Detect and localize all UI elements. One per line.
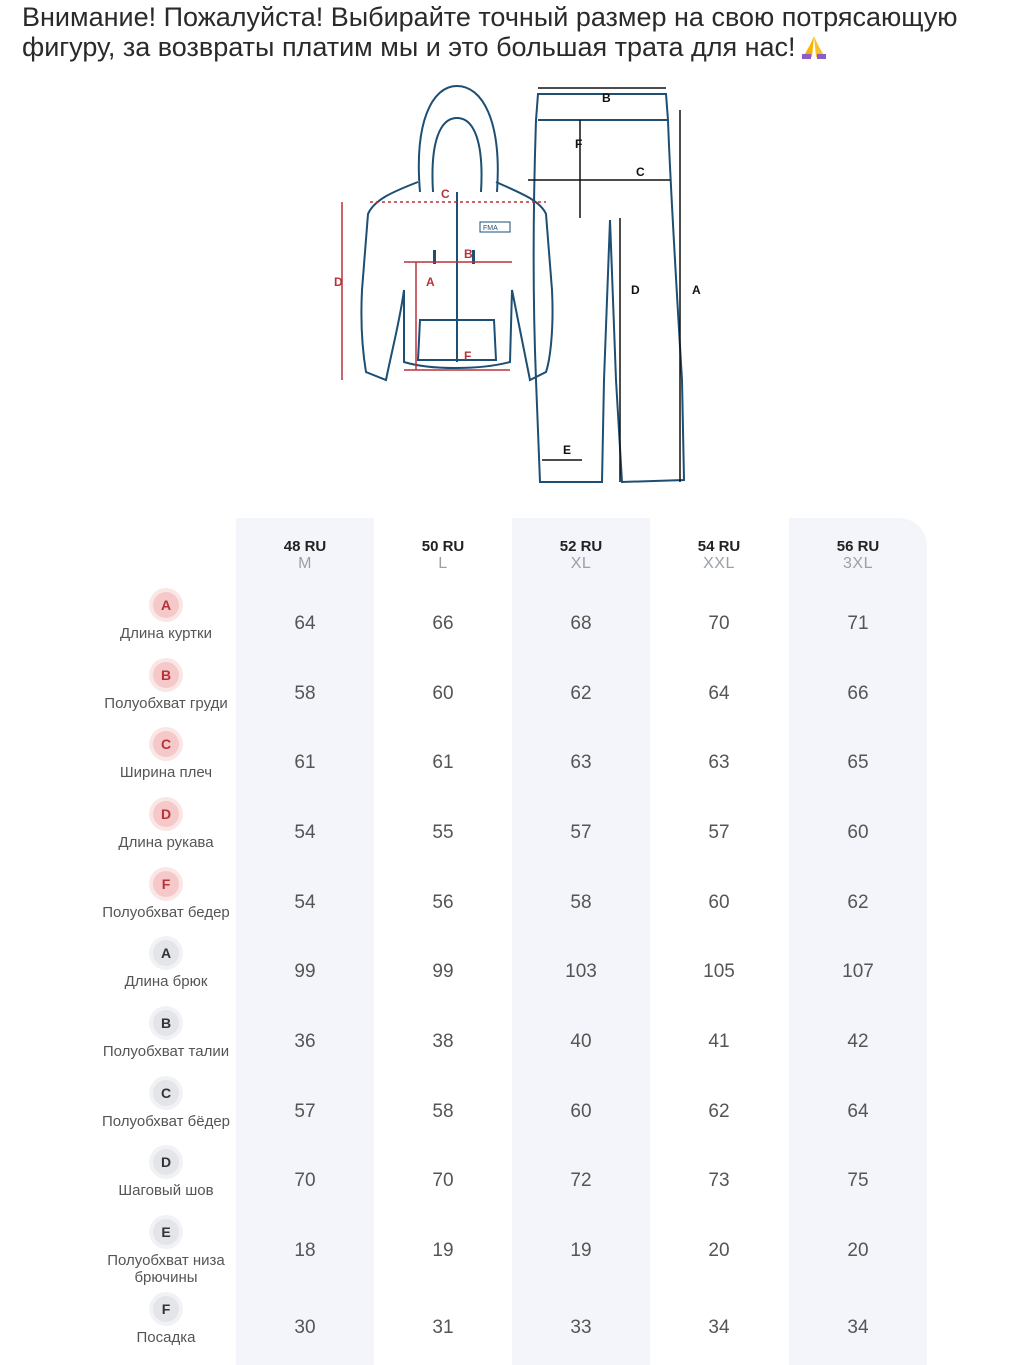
table-cell: 42 [847, 1031, 869, 1052]
table-cell: 61 [294, 752, 316, 773]
table-cell: 70 [294, 1170, 316, 1191]
table-cell: 55 [432, 822, 454, 843]
jacket-measure-label: A [426, 275, 435, 289]
table-cell: 57 [294, 1101, 316, 1122]
size-intl: L [438, 555, 448, 572]
measure-name: Длина рукава [118, 834, 214, 851]
size-ru: 52 RU [559, 538, 603, 555]
row-label [100, 940, 232, 990]
table-cell: 62 [708, 1101, 730, 1122]
jacket-logo-text: FMA [483, 225, 498, 232]
measure-letter-badge: C [153, 731, 179, 757]
measure-name: Полуобхват низа брючины [107, 1252, 225, 1286]
table-cell: 58 [570, 892, 592, 913]
table-cell: 99 [432, 961, 454, 982]
table-cell: 61 [432, 752, 454, 773]
table-cell: 60 [570, 1101, 592, 1122]
pray-hands-icon [799, 33, 829, 59]
size-ru: 56 RU [836, 538, 880, 555]
notice-text [22, 2, 1012, 62]
pants-measure-label: F [575, 137, 583, 151]
tracksuit-diagram-svg [320, 80, 720, 490]
row-label [100, 871, 232, 921]
table-cell: 75 [847, 1170, 869, 1191]
pants-measure-label: D [631, 283, 640, 297]
table-cell: 71 [847, 613, 869, 634]
size-intl: XXL [703, 555, 735, 572]
table-cell: 38 [432, 1031, 454, 1052]
size-ru: 54 RU [697, 538, 741, 555]
jacket-measure-label: B [464, 247, 473, 261]
measure-name: Посадка [136, 1329, 196, 1346]
size-column-header [650, 538, 788, 572]
measure-letter-badge: B [153, 662, 179, 688]
table-cell: 70 [432, 1170, 454, 1191]
measure-name: Ширина плеч [119, 764, 213, 781]
table-cell: 19 [570, 1240, 592, 1261]
size-intl: XL [570, 555, 592, 572]
table-cell: 66 [847, 683, 869, 704]
table-cell: 40 [570, 1031, 592, 1052]
measure-letter-badge: B [153, 1010, 179, 1036]
table-cell: 63 [708, 752, 730, 773]
table-cell: 57 [570, 822, 592, 843]
table-cell: 60 [708, 892, 730, 913]
table-cell: 65 [847, 752, 869, 773]
table-cell: 30 [294, 1317, 316, 1338]
size-ru: 50 RU [421, 538, 465, 555]
size-intl: 3XL [843, 555, 873, 572]
table-cell: 62 [570, 683, 592, 704]
measure-name: Длина брюк [124, 973, 208, 990]
pants-measure-label: C [636, 165, 645, 179]
table-cell: 64 [294, 613, 316, 634]
garment-diagram [320, 80, 720, 490]
pants-measure-label: B [602, 91, 611, 105]
table-cell: 34 [847, 1317, 869, 1338]
column-shade-48 [236, 518, 374, 1365]
pants-measure-label: E [563, 443, 572, 457]
table-cell: 66 [432, 613, 454, 634]
table-cell: 64 [708, 683, 730, 704]
table-cell: 33 [570, 1317, 592, 1338]
table-cell: 103 [565, 961, 597, 982]
table-cell: 19 [432, 1240, 454, 1261]
row-label [100, 1149, 232, 1199]
column-shade-56 [789, 518, 927, 1365]
measure-name: Длина куртки [120, 625, 212, 642]
table-cell: 57 [708, 822, 730, 843]
table-cell: 64 [847, 1101, 869, 1122]
jacket-drawing [361, 86, 552, 380]
size-column-header [512, 538, 650, 572]
measure-name: Полуобхват бедер [102, 904, 230, 921]
table-cell: 34 [708, 1317, 730, 1338]
measure-name: Полуобхват груди [104, 695, 228, 712]
measure-letter-badge: F [153, 1296, 179, 1322]
table-cell: 73 [708, 1170, 730, 1191]
table-cell: 31 [432, 1317, 454, 1338]
table-cell: 41 [708, 1031, 730, 1052]
table-cell: 58 [432, 1101, 454, 1122]
jacket-measure-lines [342, 202, 546, 380]
table-cell: 60 [432, 683, 454, 704]
table-cell: 63 [570, 752, 592, 773]
table-cell: 20 [847, 1240, 869, 1261]
table-cell: 99 [294, 961, 316, 982]
table-cell: 62 [847, 892, 869, 913]
measure-letter-badge: F [153, 871, 179, 897]
table-cell: 105 [703, 961, 735, 982]
jacket-measure-label: F [464, 349, 472, 363]
table-cell: 70 [708, 613, 730, 634]
measure-name: Полуобхват бёдер [101, 1113, 231, 1130]
measure-name: Полуобхват талии [102, 1043, 230, 1060]
notice-message: Внимание! Пожалуйста! Выбирайте точный размер на свою потрясающую фигуру, за возвраты платим мы и это большая трата для нас! [22, 2, 958, 62]
size-column-header [236, 538, 374, 572]
table-cell: 18 [294, 1240, 316, 1261]
size-column-header [789, 538, 927, 572]
row-label [100, 1296, 232, 1346]
row-label [100, 592, 232, 642]
measure-letter-badge: A [153, 592, 179, 618]
jacket-measure-label: C [441, 187, 450, 201]
row-label [100, 1219, 232, 1286]
measure-letter-badge: E [153, 1219, 179, 1245]
row-label [100, 1080, 232, 1130]
table-cell: 58 [294, 683, 316, 704]
pants-drawing [534, 94, 684, 482]
table-cell: 56 [432, 892, 454, 913]
table-cell: 68 [570, 613, 592, 634]
column-shade-52 [512, 518, 650, 1365]
measure-letter-badge: A [153, 940, 179, 966]
measure-letter-badge: C [153, 1080, 179, 1106]
row-label [100, 662, 232, 712]
table-cell: 107 [842, 961, 874, 982]
measure-letter-badge: D [153, 801, 179, 827]
row-label [100, 731, 232, 781]
size-column-header [374, 538, 512, 572]
table-cell: 36 [294, 1031, 316, 1052]
table-cell: 72 [570, 1170, 592, 1191]
table-cell: 54 [294, 892, 316, 913]
row-label [100, 1010, 232, 1060]
table-cell: 60 [847, 822, 869, 843]
row-label [100, 801, 232, 851]
table-cell: 20 [708, 1240, 730, 1261]
pants-measure-label: A [692, 283, 701, 297]
measure-name: Шаговый шов [118, 1182, 214, 1199]
table-cell: 54 [294, 822, 316, 843]
size-ru: 48 RU [283, 538, 327, 555]
size-intl: M [298, 555, 312, 572]
measure-letter-badge: D [153, 1149, 179, 1175]
jacket-measure-label: D [334, 275, 343, 289]
